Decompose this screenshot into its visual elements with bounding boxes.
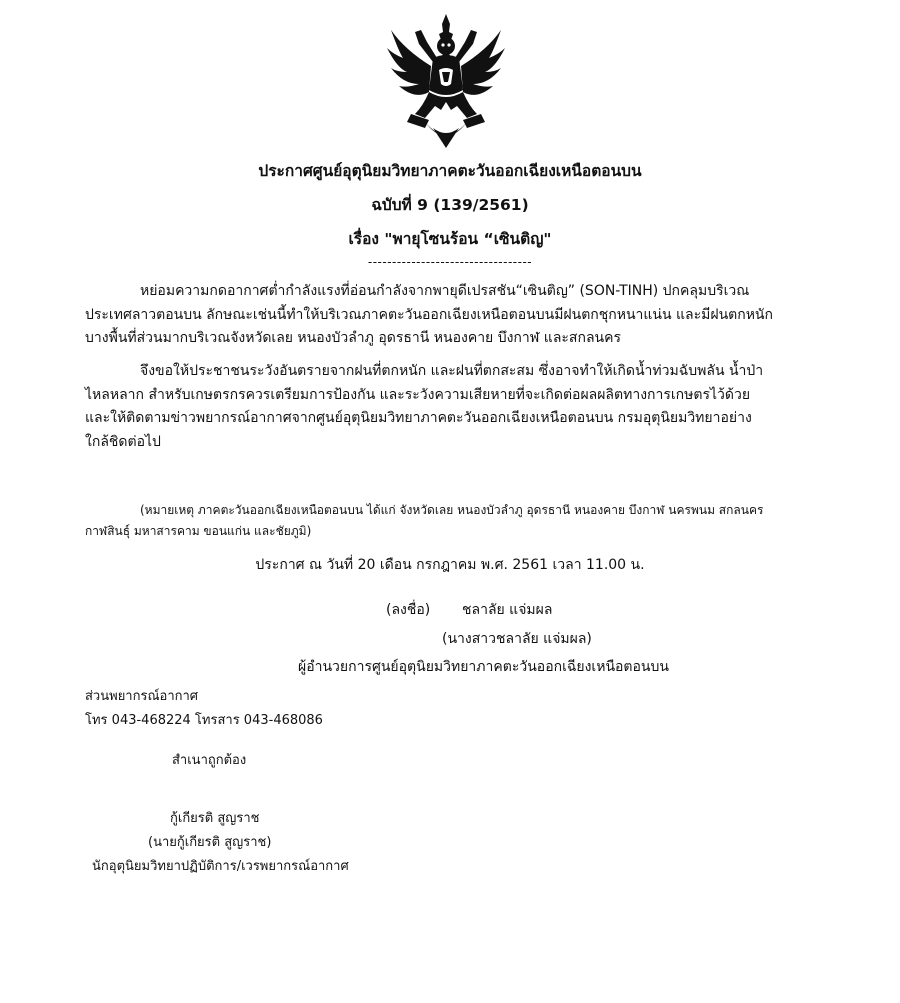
contact-phones: โทร 043-468224 โทรสาร 043-468086	[85, 713, 323, 728]
garuda-emblem-icon	[385, 10, 507, 150]
department-name: ส่วนพยากรณ์อากาศ	[85, 689, 199, 704]
title-divider: ----------------------------------	[367, 255, 533, 269]
remark-line: (หมายเหตุ ภาคตะวันออกเฉียงเหนือตอนบน ได้แก่ จังหวัดเลย หนองบัวลำภู อุดรธานี หนองคาย บึงกาฬ นครพนม สกลนคร	[140, 503, 764, 517]
paragraph-1-line: หย่อมความกดอากาศต่ำกำลังแรงที่อ่อนกำลังจากพายุดีเปรสชัน“เซินติญ” (SON-TINH) ปกคลุมบริเวณ	[140, 283, 750, 299]
copy-signed-name: กู้เกียรติ สูญราช	[170, 811, 260, 826]
remark-note	[85, 500, 847, 542]
paragraph-2-line: และให้ติดตามข่าวพยากรณ์อากาศจากศูนย์อุตุนิยมวิทยาภาคตะวันออกเฉียงเหนือตอนบน กรมอุตุนิยมวิทยาอย่าง	[85, 410, 752, 426]
copy-certified-label: สำเนาถูกต้อง	[172, 753, 247, 768]
copy-position: นักอุตุนิยมวิทยาปฏิบัติการ/เวรพยากรณ์อากาศ	[92, 859, 349, 874]
remark-line: กาฬสินธุ์ มหาสารคาม ขอนแก่น และชัยภูมิ)	[85, 524, 312, 538]
paragraph-2-line: ใกล้ชิดต่อไป	[85, 433, 161, 450]
signed-label: (ลงชื่อ)	[386, 602, 431, 618]
paragraph-2	[85, 360, 847, 454]
paragraph-1-line: บางพื้นที่ส่วนมากบริเวณจังหวัดเลย หนองบัวลำภู อุดรธานี หนองคาย บึงกาฬ และสกลนคร	[85, 330, 621, 346]
signer-full-name: (นางสาวชลาลัย แจ่มผล)	[442, 631, 592, 647]
signer-position: ผู้อำนวยการศูนย์อุตุนิยมวิทยาภาคตะวันออกเฉียงเหนือตอนบน	[298, 659, 669, 675]
signed-name: ชลาลัย แจ่มผล	[462, 602, 553, 618]
paragraph-2-line: ไหลหลาก สำหรับเกษตรกรควรเตรียมการป้องกัน และระวังความเสียหายที่จะเกิดต่อผลผลิตทางการเกษตรไว้ด้วย	[85, 386, 751, 403]
copy-full-name: (นายกู้เกียรติ สูญราช)	[148, 835, 272, 850]
paragraph-1-line: ประเทศลาวตอนบน ลักษณะเช่นนี้ทำให้บริเวณภาคตะวันออกเฉียงเหนือตอนบนมีฝนตกชุกหนาแน่น และมีฝนตกหนัก	[85, 306, 773, 323]
announcement-number: ฉบับที่ 9 (139/2561)	[371, 196, 529, 214]
announcement-title: ประกาศศูนย์อุตุนิยมวิทยาภาคตะวันออกเฉียงเหนือตอนบน	[258, 162, 642, 180]
paragraph-2-line: จึงขอให้ประชาชนระวังอันตรายจากฝนที่ตกหนัก และฝนที่ตกสะสม ซึ่งอาจทำให้เกิดน้ำท่วมฉับพลัน น้ำป่า	[140, 363, 764, 379]
announcement-subject: เรื่อง "พายุโซนร้อน “เซินติญ"	[348, 230, 552, 248]
announcement-date: ประกาศ ณ วันที่ 20 เดือน กรกฎาคม พ.ศ. 2561 เวลา 11.00 น.	[255, 557, 645, 573]
paragraph-1	[85, 280, 847, 351]
